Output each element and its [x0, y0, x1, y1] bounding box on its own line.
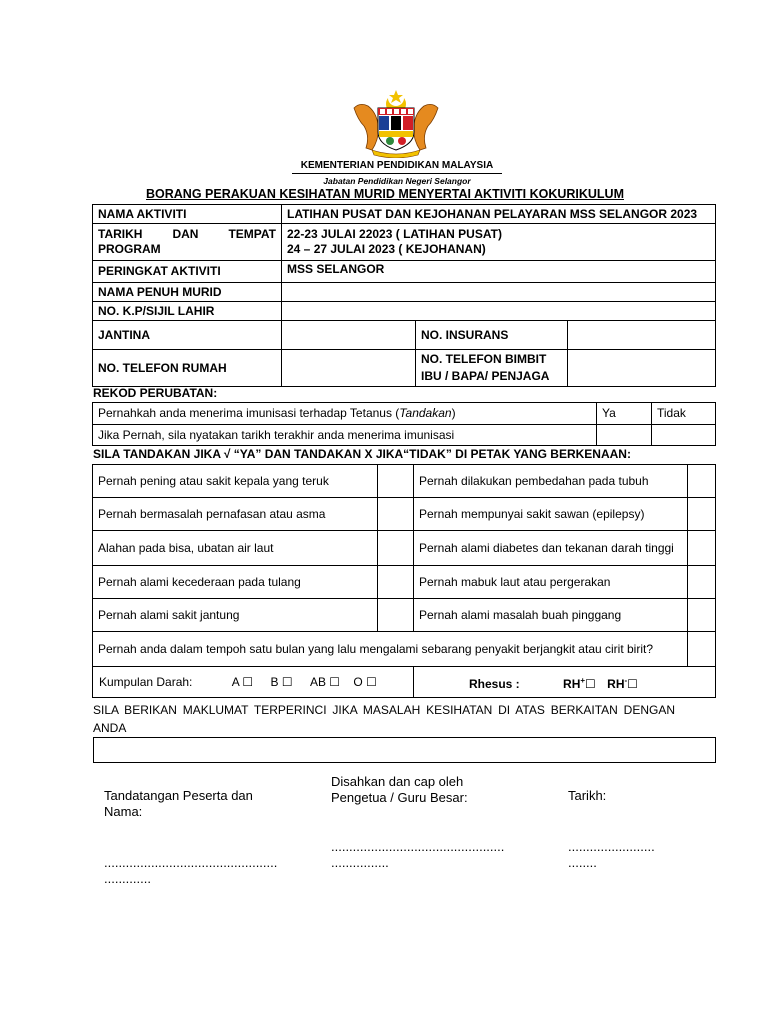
checkbox-motion-sickness[interactable]	[688, 566, 716, 599]
tetanus-mark-hint: Tandakan	[399, 406, 452, 420]
participant-line-2: .............	[104, 871, 151, 886]
checkbox-contagious[interactable]	[688, 632, 716, 667]
malaysia-coat-of-arms-logo	[346, 88, 446, 158]
blood-a-option[interactable]: A ☐	[231, 674, 254, 689]
principal-signature-line[interactable]	[331, 839, 504, 871]
ic-label: NO. K.P/SIJIL LAHIR	[93, 302, 282, 321]
blood-group-cell	[93, 667, 414, 698]
checkbox-headache[interactable]	[378, 465, 414, 498]
rh-positive-text: RH	[563, 676, 581, 691]
contagious-question: Pernah anda dalam tempoh satu bulan yang lalu mengalami sebarang penyakit berjangkit atau cirit birit?	[93, 632, 688, 667]
rh-positive-sign: +	[580, 675, 586, 685]
ministry-header	[292, 160, 502, 187]
principal-label-line2: Pengetua / Guru Besar:	[331, 790, 468, 805]
rh-negative-box[interactable]: ☐	[627, 676, 638, 691]
level-label: PERINGKAT AKTIVITI	[93, 261, 282, 283]
condition-diabetes: Pernah alami diabetes dan tekanan darah tinggi	[414, 531, 688, 566]
mobile-phone-field[interactable]	[568, 350, 716, 387]
principal-line-1: ................................................	[331, 839, 505, 854]
checkbox-asthma[interactable]	[378, 498, 414, 531]
participant-line-1: ................................................	[104, 855, 278, 870]
checkbox-kidney[interactable]	[688, 599, 716, 632]
checkbox-surgery[interactable]	[688, 465, 716, 498]
home-phone-label: NO. TELEFON RUMAH	[93, 350, 282, 387]
principal-line-2: ................	[331, 855, 389, 870]
blood-ab-option[interactable]: AB ☐	[309, 674, 341, 689]
date-place-label-line2: PROGRAM	[98, 242, 161, 256]
insurance-label: NO. INSURANS	[416, 321, 568, 350]
medical-record-heading: REKOD PERUBATAN:	[93, 386, 218, 400]
date-place-label-line1: TARIKH DAN TEMPAT	[98, 227, 276, 241]
details-instruction: SILA BERIKAN MAKLUMAT TERPERINCI JIKA MASALAH KESIHATAN DI ATAS BERKAITAN DENGAN ANDA	[93, 703, 675, 735]
condition-motion-sickness: Pernah mabuk laut atau pergerakan	[414, 566, 688, 599]
participant-signature-line[interactable]	[104, 855, 277, 887]
rh-negative-option[interactable]	[607, 677, 638, 691]
full-name-label: NAMA PENUH MURID	[93, 283, 282, 302]
date-line-2: ........	[568, 855, 597, 870]
form-title: BORANG PERAKUAN KESIHATAN MURID MENYERTAI AKTIVITI KOKURIKULUM	[146, 187, 624, 201]
immunisation-date-field-1[interactable]	[597, 425, 652, 446]
principal-label-line1: Disahkan dan cap oleh	[331, 774, 464, 789]
condition-asthma: Pernah bermasalah pernafasan atau asma	[93, 498, 378, 531]
rhesus-label: Rhesus :	[469, 676, 520, 691]
mobile-phone-label	[416, 350, 568, 387]
level-value: MSS SELANGOR	[282, 261, 716, 283]
mobile-label-line1: NO. TELEFON BIMBIT	[421, 352, 547, 366]
activity-label: NAMA AKTIVITI	[93, 205, 282, 224]
checkbox-heart[interactable]	[378, 599, 414, 632]
full-name-field[interactable]	[282, 283, 716, 302]
date-line-1: ........................	[568, 839, 655, 854]
immunisation-date-question: Jika Pernah, sila nyatakan tarikh terakhir anda menerima imunisasi	[93, 425, 597, 446]
department-name: Jabatan Pendidikan Negeri Selangor	[323, 176, 471, 186]
tetanus-no[interactable]: Tidak	[652, 403, 716, 425]
participant-signature-label: Tandatangan Peserta dan Nama:	[104, 788, 253, 819]
condition-kidney: Pernah alami masalah buah pinggang	[414, 599, 688, 632]
rh-negative-sign: -	[624, 675, 628, 685]
student-info-table	[92, 204, 716, 387]
immunisation-table	[92, 402, 716, 446]
tetanus-yes[interactable]: Ya	[597, 403, 652, 425]
date-value-line1: 22-23 JULAI 22023 ( LATIHAN PUSAT)	[287, 227, 502, 241]
checkbox-diabetes[interactable]	[688, 531, 716, 566]
rh-positive-box[interactable]: ☐	[585, 676, 596, 691]
insurance-field[interactable]	[568, 321, 716, 350]
header-divider	[292, 173, 502, 174]
blood-b-option[interactable]: B ☐	[270, 674, 293, 689]
tetanus-question	[93, 403, 597, 425]
checkbox-bone-injury[interactable]	[378, 566, 414, 599]
health-details-field[interactable]	[93, 737, 716, 763]
condition-surgery: Pernah dilakukan pembedahan pada tubuh	[414, 465, 688, 498]
health-checklist-table	[92, 464, 716, 698]
checkbox-allergy[interactable]	[378, 531, 414, 566]
tetanus-question-text: Pernahkah anda menerima imunisasi terhadap Tetanus (	[98, 406, 400, 420]
ministry-name: KEMENTERIAN PENDIDIKAN MALAYSIA	[300, 160, 494, 171]
blood-group-label: Kumpulan Darah:	[99, 674, 193, 689]
blood-o-option[interactable]: O ☐	[353, 674, 377, 689]
checklist-instruction: SILA TANDAKAN JIKA √ “YA” DAN TANDAKAN X JIKA“TIDAK” DI PETAK YANG BERKENAAN:	[93, 447, 631, 461]
date-value-line2: 24 – 27 JULAI 2023 ( KEJOHANAN)	[287, 242, 486, 256]
date-label: Tarikh:	[568, 788, 607, 803]
ic-field[interactable]	[282, 302, 716, 321]
condition-bone-injury: Pernah alami kecederaan pada tulang	[93, 566, 378, 599]
condition-epilepsy: Pernah mempunyai sakit sawan (epilepsy)	[414, 498, 688, 531]
activity-value: LATIHAN PUSAT DAN KEJOHANAN PELAYARAN MSS SELANGOR 2023	[282, 205, 716, 224]
rh-positive-option[interactable]	[563, 677, 596, 691]
checkbox-epilepsy[interactable]	[688, 498, 716, 531]
gender-field[interactable]	[282, 321, 416, 350]
immunisation-date-field-2[interactable]	[652, 425, 716, 446]
date-place-value	[282, 224, 716, 261]
rh-negative-text: RH	[607, 676, 625, 691]
rhesus-cell	[414, 667, 716, 698]
gender-label: JANTINA	[93, 321, 282, 350]
home-phone-field[interactable]	[282, 350, 416, 387]
principal-signature-label	[331, 774, 468, 806]
date-line[interactable]	[568, 839, 655, 871]
condition-allergy: Alahan pada bisa, ubatan air laut	[93, 531, 378, 566]
tetanus-close-paren: )	[451, 406, 456, 420]
date-place-label	[93, 224, 282, 261]
mobile-label-line2: IBU / BAPA/ PENJAGA	[421, 369, 550, 383]
condition-headache: Pernah pening atau sakit kepala yang teruk	[93, 465, 378, 498]
condition-heart: Pernah alami sakit jantung	[93, 599, 378, 632]
